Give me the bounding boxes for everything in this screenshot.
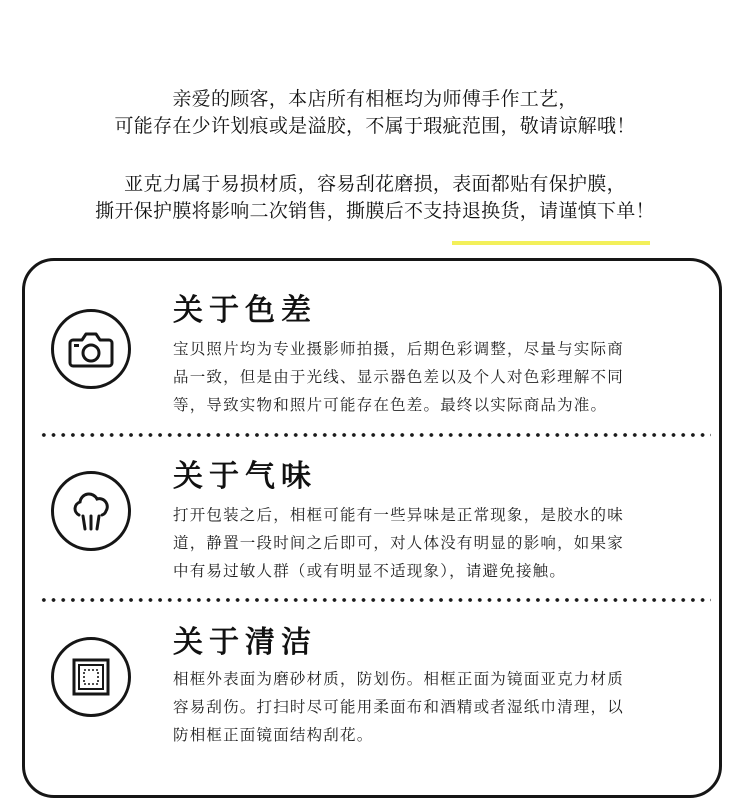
frame-icon bbox=[51, 637, 131, 717]
info-card bbox=[22, 258, 722, 798]
section-body bbox=[173, 335, 719, 419]
body-line: 等，导致实物和照片可能存在色差。最终以实际商品为准。 bbox=[173, 396, 608, 414]
smell-cloud-icon bbox=[51, 471, 131, 551]
notice-paragraph-1 bbox=[0, 86, 750, 140]
notice-line: 可能存在少许划痕或是溢胶，不属于瑕疵范围，敬请谅解哦！ bbox=[114, 115, 636, 137]
notice-line: 亲爱的顾客，本店所有相框均为师傅手作工艺， bbox=[172, 88, 578, 110]
section-title: 关于气味 bbox=[173, 459, 317, 494]
body-line: 宝贝照片均为专业摄影师拍摄，后期色彩调整，尽量与实际商 bbox=[173, 340, 624, 358]
notice-line: 亚克力属于易损材质，容易刮花磨损，表面都贴有保护膜， bbox=[124, 173, 626, 195]
section-title: 关于清洁 bbox=[173, 625, 317, 660]
body-line: 防相框正面镜面结构刮花。 bbox=[173, 726, 374, 744]
body-line: 相框外表面为磨砂材质，防划伤。相框正面为镜面亚克力材质 bbox=[173, 670, 624, 688]
highlight-underline bbox=[452, 241, 650, 245]
body-line: 中有易过敏人群（或有明显不适现象），请避免接触。 bbox=[173, 562, 567, 580]
dotted-divider bbox=[39, 598, 711, 602]
dotted-divider bbox=[39, 433, 711, 437]
notice-paragraph-2 bbox=[0, 171, 750, 225]
notice-line: 撕开保护膜将影响二次销售，撕膜后不支持退换货，请谨慎下单！ bbox=[95, 200, 655, 222]
body-line: 打开包装之后，相框可能有一些异味是正常现象，是胶水的味 bbox=[173, 506, 624, 524]
section-title: 关于色差 bbox=[173, 293, 317, 328]
body-line: 品一致，但是由于光线、显示器色差以及个人对色彩理解不同 bbox=[173, 368, 624, 386]
section-body bbox=[173, 501, 719, 585]
camera-icon bbox=[51, 309, 131, 389]
body-line: 容易刮伤。打扫时尽可能用柔面布和酒精或者湿纸巾清理，以 bbox=[173, 698, 624, 716]
body-line: 道，静置一段时间之后即可，对人体没有明显的影响，如果家 bbox=[173, 534, 624, 552]
section-body bbox=[173, 665, 719, 749]
